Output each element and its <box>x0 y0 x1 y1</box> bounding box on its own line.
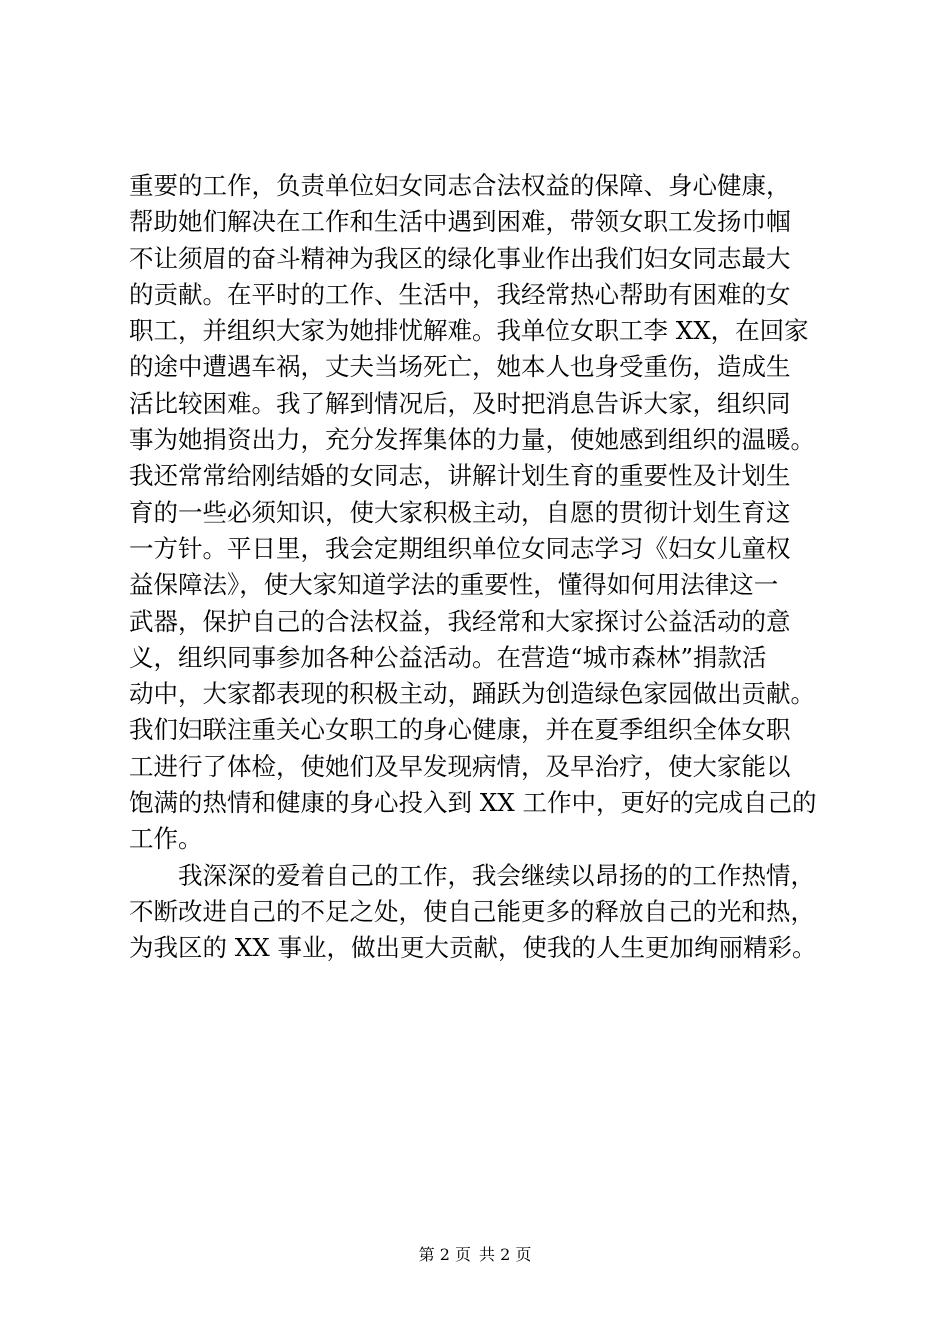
text-line: 的贡献。在平时的工作、生活中，我经常热心帮助有困难的女 <box>129 279 791 309</box>
text-line: 不让须眉的奋斗精神为我区的绿化事业作出我们妇女同志最大 <box>129 243 791 273</box>
text-line: 事为她捐资出力，充分发挥集体的力量，使她感到组织的温暖。 <box>129 425 815 455</box>
text-line: 为我区的 XX 事业，做出更大贡献，使我的人生更加绚丽精彩。 <box>129 933 817 963</box>
text-line: 重要的工作，负责单位妇女同志合法权益的保障、身心健康， <box>129 171 791 200</box>
text-line: 益保障法》，使大家知道学法的重要性，懂得如何用法律这一 <box>129 570 779 600</box>
text-line: 帮助她们解决在工作和生活中遇到困难，带领女职工发扬巾帼 <box>129 207 791 237</box>
text-line: 不断改进自己的不足之处，使自己能更多的释放自己的光和热， <box>129 896 815 926</box>
text-line: 工进行了体检，使她们及早发现病情，及早治疗，使大家能以 <box>129 751 791 781</box>
text-line: 我深深的爱着自己的工作，我会继续以昂扬的的工作热情， <box>129 860 815 890</box>
text-line: 育的一些必须知识，使大家积极主动，自愿的贯彻计划生育这 <box>129 497 791 527</box>
text-line: 饱满的热情和健康的身心投入到 XX 工作中，更好的完成自己的 <box>129 788 817 818</box>
text-line: 义，组织同事参加各种公益活动。在营造“城市森林”捐款活 <box>129 642 767 672</box>
page-total: 共 2 页 <box>479 1245 532 1264</box>
text-line: 动中，大家都表现的积极主动，踊跃为创造绿色家园做出贡献。 <box>129 679 815 709</box>
page-number: 第 2 页 <box>418 1245 471 1264</box>
text-line: 活比较困难。我了解到情况后，及时把消息告诉大家，组织同 <box>129 388 791 418</box>
text-line: 我们妇联注重关心女职工的身心健康，并在夏季组织全体女职 <box>129 715 791 745</box>
text-line: 武器，保护自己的合法权益，我经常和大家探讨公益活动的意 <box>129 606 791 636</box>
page-footer <box>0 1243 950 1267</box>
text-line: 的途中遭遇车祸，丈夫当场死亡，她本人也身受重伤，造成生 <box>129 352 791 382</box>
text-line: 我还常常给刚结婚的女同志，讲解计划生育的重要性及计划生 <box>129 461 791 491</box>
text-line: 工作。 <box>129 824 203 854</box>
text-line: 一方针。平日里，我会定期组织单位女同志学习《妇女儿童权 <box>129 533 791 563</box>
document-body <box>129 168 849 967</box>
text-line: 职工，并组织大家为她排忧解难。我单位女职工李 XX，在回家 <box>129 316 809 346</box>
